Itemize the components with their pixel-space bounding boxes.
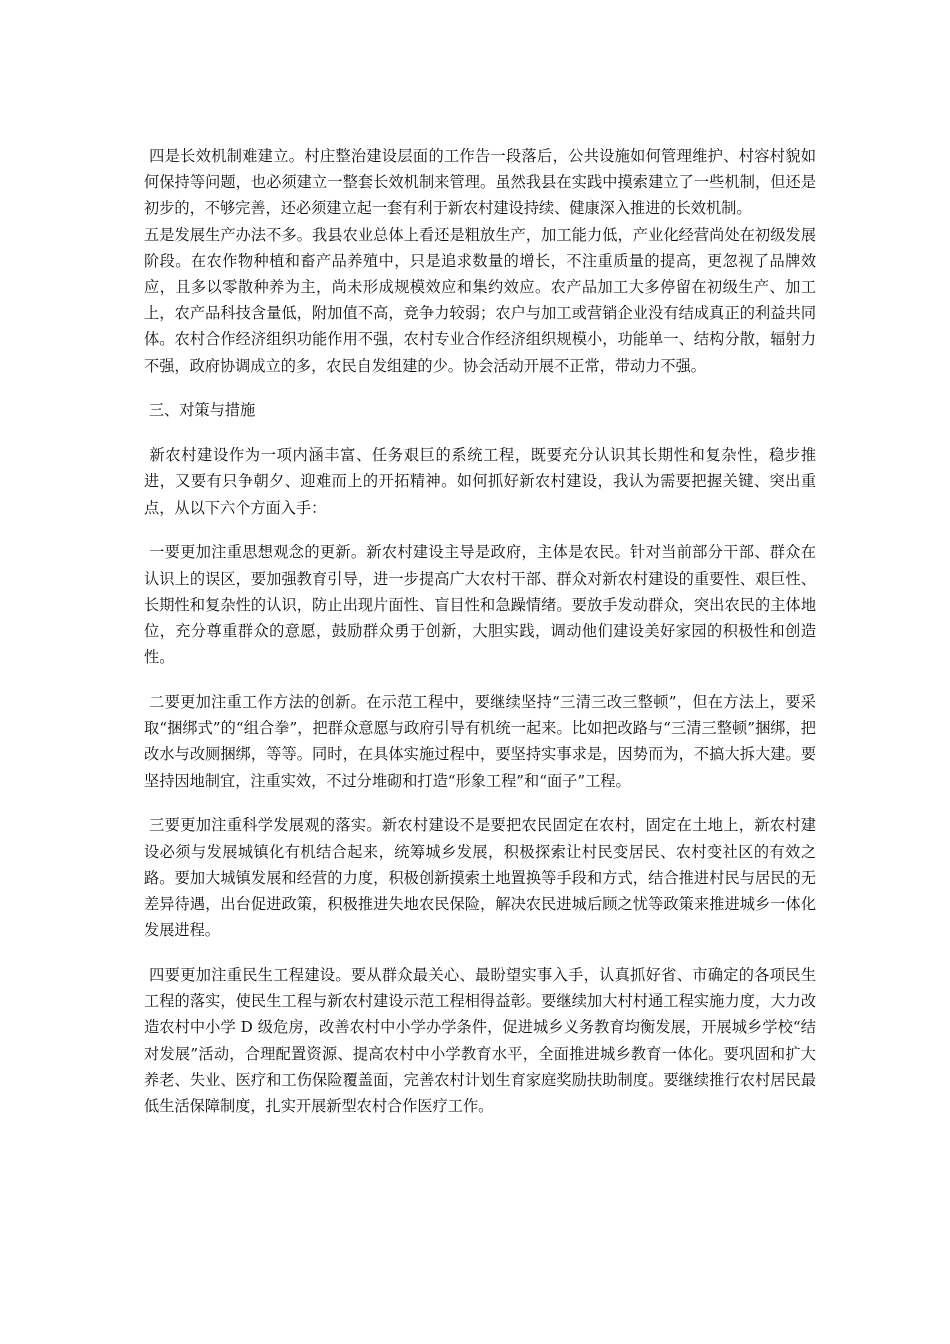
paragraph-spacer [144,424,816,443]
paragraph-scientific-development: 三要更加注重科学发展观的落实。新农村建设不是要把农民固定在农村，固定在土地上，新农村建设必须与发展城镇化有机结合起来，统筹城乡发展，积极探索让村民变居民、农村变社区的有效之路。要加大城镇发展和经营的力度，积极创新摸索土地置换等手段和方式，结合推进村民与居民的无差异待遇，出台促进政策，积极推进失地农民保险，解决农民进城后顾之忧等政策来推进城乡一体化发展进程。 [144,816,816,940]
paragraph-ideas-renewal: 一要更加注重思想观念的更新。新农村建设主导是政府，主体是农民。针对当前部分干部、群众在认识上的误区，要加强教育引导，进一步提高广大农村干部、群众对新农村建设的重要性、艰巨性、长期性和复杂性的认识，防止出现片面性、盲目性和急躁情绪。要放手发动群众，突出农民的主体地位，充分尊重群众的意愿，鼓励群众勇于创新，大胆实践，调动他们建设美好家园的积极性和创造性。 [144,543,816,667]
paragraph-spacer [144,521,816,540]
paragraph-spacer [144,794,816,813]
paragraph-spacer [144,943,816,962]
paragraph-spacer [144,670,816,689]
paragraph-production-methods: 五是发展生产办法不多。我县农业总体上看还是粗放生产，加工能力低，产业化经营尚处在初级发展阶段。在农作物种植和畜产品养殖中，只是追求数量的增长，不注重质量的提高，更忽视了品牌效应，且多以零散种养为主，尚未形成规模效应和集约效应。农产品加工大多停留在初级生产、加工上，农产品科技含量低，附加值不高，竞争力较弱；农户与加工或营销企业没有结成真正的利益共同体。农村合作经济组织功能作用不强，农村专业合作经济组织规模小，功能单一、结构分散，辐射力不强，政府协调成立的多，农民自发组建的少。协会活动开展不正常，带动力不强。 [144,225,816,375]
paragraph-spacer [144,379,816,398]
paragraph-intro-countermeasures: 新农村建设作为一项内涵丰富、任务艰巨的系统工程，既要充分认识其长期性和复杂性，稳步推进，又要有只争朝夕、迎难而上的开拓精神。如何抓好新农村建设，我认为需要把握关键、突出重点，从以下六个方面入手： [144,446,817,517]
paragraph-method-innovation: 二要更加注重工作方法的创新。在示范工程中，要继续坚持“三清三改三整顿”，但在方法上，要采取“捆绑式”的“组合拳”，把群众意愿与政府引导有机统一起来。比如把改路与“三清三整顿”捆绑，把改水与改厕捆绑，等等。同时，在具体实施过程中，要坚持实事求是，因势而为，不搞大拆大建。要坚持因地制宜，注重实效，不过分堆砌和打造“形象工程”和“面子”工程。 [144,693,816,790]
paragraph-livelihood-projects: 四要更加注重民生工程建设。要从群众最关心、最盼望实事入手，认真抓好省、市确定的各项民生工程的落实，使民生工程与新农村建设示范工程相得益彰。要继续加大村村通工程实施力度，大力改造农村中小学 D 级危房，改善农村中小学办学条件，促进城乡义务教育均衡发展，开展城乡学校“结对发展”活动，合理配置资源、提高农村中小学教育水平，全面推进城乡教育一体化。要巩固和扩大养老、失业、医疗和工伤保险覆盖面，完善农村计划生育家庭奖励扶助制度。要继续推行农村居民最低生活保障制度，扎实开展新型农村合作医疗工作。 [144,966,816,1116]
document-page [144,143,816,1119]
paragraph-long-term-mechanism: 四是长效机制难建立。村庄整治建设层面的工作告一段落后，公共设施如何管理维护、村容村貌如何保持等问题，也必须建立一整套长效机制来管理。虽然我县在实践中摸索建立了一些机制，但还是初步的，不够完善，还必须建立起一套有利于新农村建设持续、健康深入推进的长效机制。 [144,147,816,218]
section-heading-countermeasures: 三、对策与措施 [144,401,256,420]
